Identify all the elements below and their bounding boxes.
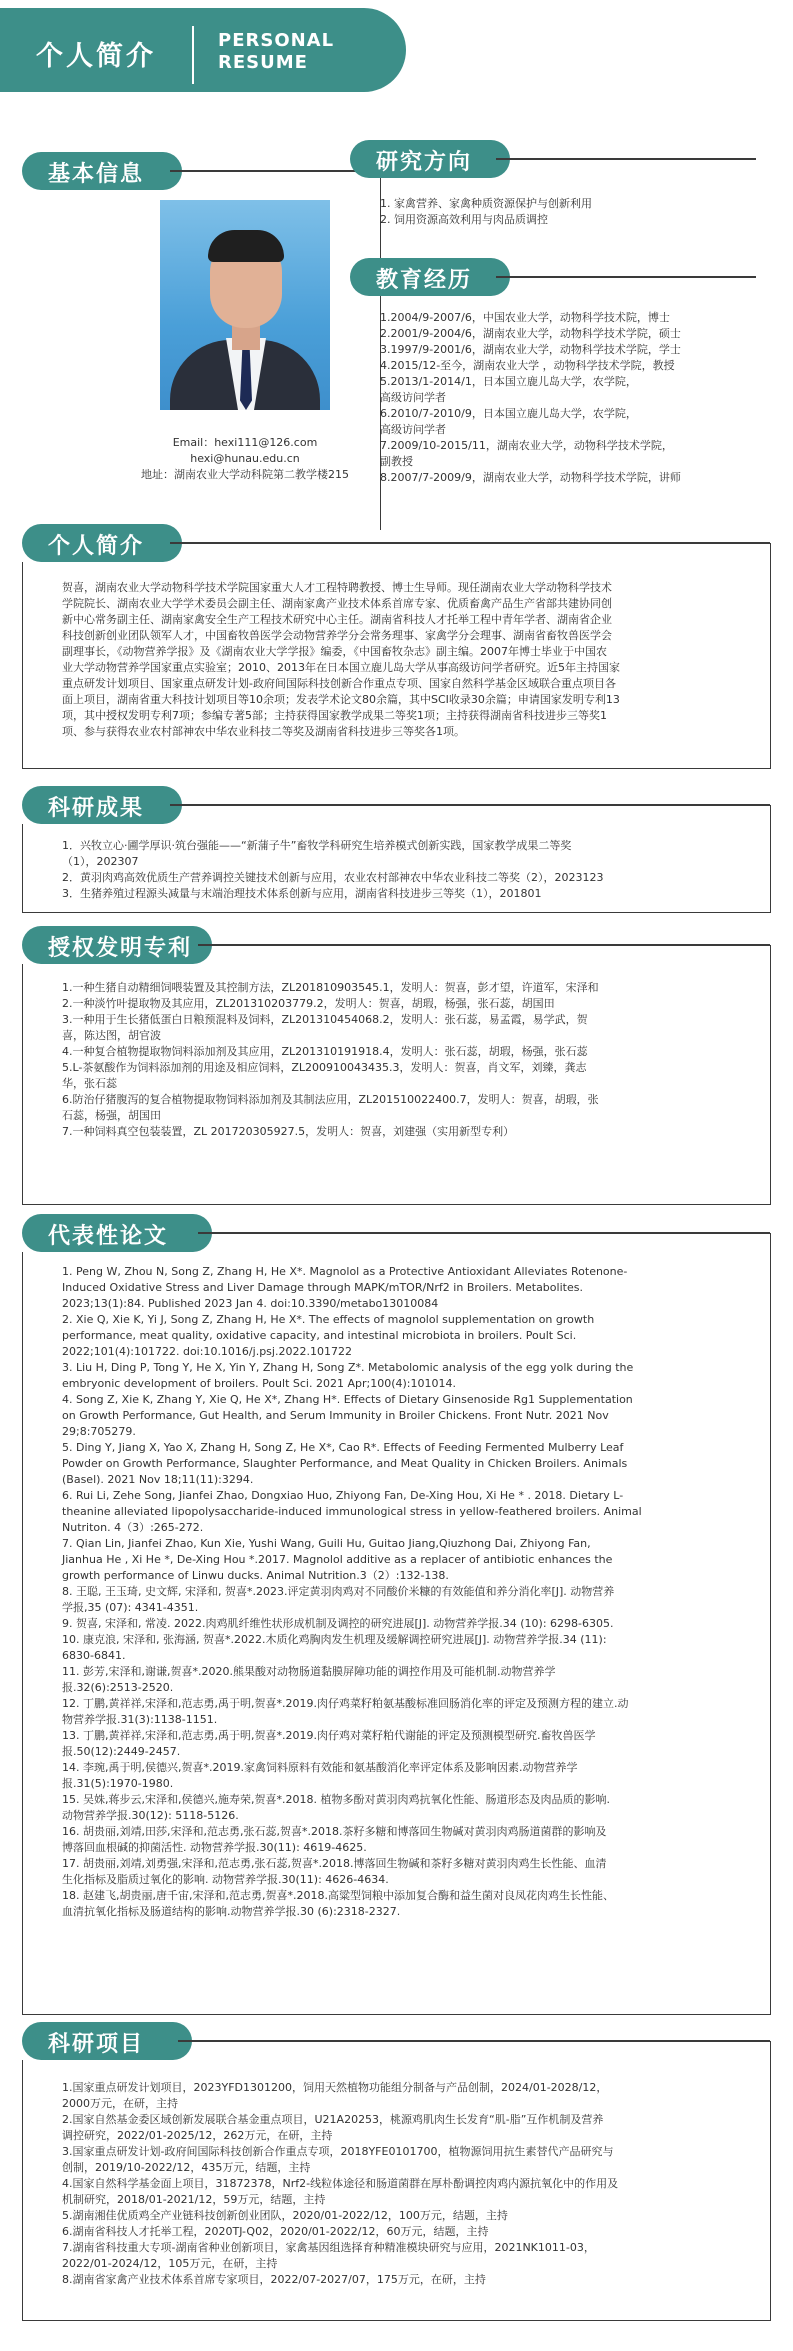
papers-rule bbox=[198, 1232, 770, 1234]
contact-block bbox=[60, 435, 430, 483]
paper-line: growth performance of Linwu ducks. Animal Nutrition.3（2）:132-138. bbox=[62, 1569, 449, 1582]
patents-box-right bbox=[770, 945, 771, 1205]
achievements-heading: 科研成果 bbox=[22, 786, 182, 824]
patent-line: 华，张石蕊 bbox=[62, 1077, 117, 1090]
education-line: 高级访问学者 bbox=[380, 391, 446, 404]
patent-line: 喜，陈达图，胡官波 bbox=[62, 1029, 161, 1042]
profile-box-bottom bbox=[22, 768, 771, 769]
patents-list bbox=[62, 980, 762, 1140]
paper-line: Induced Oxidative Stress and Liver Damage through MAPK/mTOR/Nrf2 in Broilers. Metabolites. bbox=[62, 1281, 583, 1294]
project-line: 创制，2019/10-2022/12，435万元，结题，主持 bbox=[62, 2161, 311, 2174]
patent-line: 1.一种生猪自动精细饲喂装置及其控制方法，ZL201810903545.1，发明人：贺喜，彭才望，许道军，宋泽和 bbox=[62, 981, 599, 994]
profile-line: 贺喜，湖南农业大学动物科学技术学院国家重大人才工程特聘教授、博士生导师。现任湖南农业大学动物科学技术 bbox=[62, 581, 612, 594]
paper-line: Powder on Growth Performance, Slaughter Performance, and Meat Quality in Chicken Broilers. Animals bbox=[62, 1457, 628, 1470]
project-line: 2022/01-2024/12，105万元，在研，主持 bbox=[62, 2257, 278, 2270]
projects-box-bottom bbox=[22, 2320, 771, 2321]
paper-line: 物营养学报.31(3):1138-1151. bbox=[62, 1713, 218, 1726]
paper-line: 动物营养学报.30(12): 5118-5126. bbox=[62, 1809, 239, 1822]
education-line: 7.2009/10-2015/11，湖南农业大学，动物科学技术学院， bbox=[380, 439, 673, 452]
profile-line: 项、参与获得农业农村部神农中华农业科技二等奖及湖南省科技进步三等奖各1项。 bbox=[62, 725, 465, 738]
project-line: 8.湖南省家禽产业技术体系首席专家项目，2022/07-2027/07，175万元，在研，主持 bbox=[62, 2273, 486, 2286]
paper-line: 3. Liu H, Ding P, Tong Y, He X, Yin Y, Zhang H, Song Z*. Metabolomic analysis of the egg yolk during the bbox=[62, 1361, 634, 1374]
papers-list bbox=[62, 1264, 766, 1920]
project-line: 调控研究，2022/01-2025/12，262万元，在研，主持 bbox=[62, 2129, 333, 2142]
projects-rule bbox=[178, 2040, 770, 2042]
paper-line: 报.31(5):1970-1980. bbox=[62, 1777, 174, 1790]
paper-line: 14. 李琬,禹于明,侯德兴,贺喜*.2019.家禽饲料原料有效能和氨基酸消化率评定体系及影响因素.动物营养学 bbox=[62, 1761, 578, 1774]
education-line: 6.2010/7-2010/9，日本国立鹿儿岛大学，农学院， bbox=[380, 407, 637, 420]
email-secondary-text: hexi@hunau.edu.cn bbox=[190, 452, 300, 465]
achievements-list bbox=[62, 838, 762, 902]
project-line: 2.国家自然基金委区域创新发展联合基金重点项目，U21A20253，桃源鸡肌肉生长发育“肌-脂”互作机制及营养 bbox=[62, 2113, 604, 2126]
profile-line: 副理事长，《动物营养学报》及《湖南农业大学学报》编委，《中国畜牧杂志》副主编。2007年博士毕业于中国农 bbox=[62, 645, 607, 658]
research-rule bbox=[496, 158, 756, 160]
paper-line: 29;8:705279. bbox=[62, 1425, 136, 1438]
projects-list bbox=[62, 2080, 766, 2288]
education-line: 副教授 bbox=[380, 455, 413, 468]
patent-line: 4.一种复合植物提取物饲料添加剂及其应用，ZL201310191918.4，发明人：张石蕊，胡瑕，杨强，张石蕊 bbox=[62, 1045, 588, 1058]
paper-line: 生化指标及脂质过氧化的影响. 动物营养学报.30(11): 4626-4634. bbox=[62, 1873, 389, 1886]
profile-heading: 个人简介 bbox=[22, 524, 182, 562]
research-heading: 研究方向 bbox=[350, 140, 510, 178]
paper-line: 2. Xie Q, Xie K, Yi J, Song Z, Zhang H, He X*. The effects of magnolol supplementation on growth bbox=[62, 1313, 595, 1326]
patent-line: 5.L-茶氨酸作为饲料添加剂的用途及相应饲料，ZL200910043435.3，发明人：贺喜，肖文军，刘臻，龚志 bbox=[62, 1061, 587, 1074]
paper-line: 12. 丁鹏,黄祥祥,宋泽和,范志勇,禹于明,贺喜*.2019.肉仔鸡菜籽粕氨基酸标准回肠消化率的评定及预测方程的建立.动 bbox=[62, 1697, 629, 1710]
education-rule bbox=[496, 276, 756, 278]
paper-line: Jianhua He , Xi He *, De-Xing Hou *.2017. Magnolol additive as a replacer of antibiotic enhances the bbox=[62, 1553, 613, 1566]
papers-heading: 代表性论文 bbox=[22, 1214, 212, 1252]
project-line: 5.湖南湘佳优质鸡全产业链科技创新创业团队，2020/01-2022/12，100万元，结题，主持 bbox=[62, 2209, 508, 2222]
research-item: 2. 饲用资源高效利用与肉品质调控 bbox=[380, 213, 548, 226]
project-line: 机制研究，2018/01-2021/12，59万元，结题，主持 bbox=[62, 2193, 326, 2206]
paper-line: 报.32(6):2513-2520. bbox=[62, 1681, 174, 1694]
paper-line: 4. Song Z, Xie K, Zhang Y, Xie Q, He X*, Zhang H*. Effects of Dietary Ginsenoside Rg1 Supplementation bbox=[62, 1393, 633, 1406]
project-line: 1.国家重点研发计划项目，2023YFD1301200，饲用天然植物功能组分制备与产品创制，2024/01-2028/12， bbox=[62, 2081, 608, 2094]
title-divider bbox=[192, 26, 194, 84]
education-line: 1.2004/9-2007/6，中国农业大学，动物科学技术院，博士 bbox=[380, 311, 670, 324]
basic-info-heading: 基本信息 bbox=[22, 152, 182, 190]
paper-line: embryonic development of broilers. Poult Sci. 2021 Apr;100(4):101014. bbox=[62, 1377, 456, 1390]
projects-box-right bbox=[770, 2041, 771, 2321]
paper-line: (Basel). 2021 Nov 18;11(11):3294. bbox=[62, 1473, 254, 1486]
profile-line: 业大学动物营养学国家重点实验室；2010、2013年在日本国立鹿儿岛大学从事高级访问学者研究。近5年主持国家 bbox=[62, 661, 620, 674]
paper-line: 9. 贺喜, 宋泽和, 常凌. 2022.肉鸡肌纤维性状形成机制及调控的研究进展[J]. 动物营养学报.34 (10): 6298-6305. bbox=[62, 1617, 614, 1630]
papers-box-right bbox=[770, 1233, 771, 2015]
patents-rule bbox=[198, 944, 770, 946]
achievement-line: （1），202307 bbox=[62, 855, 139, 868]
profile-line: 面上项目，湖南省重大科技计划项目等10余项；发表学术论文80余篇，其中SCI收录30余篇；申请国家发明专利13 bbox=[62, 693, 620, 706]
patent-line: 2.一种淡竹叶提取物及其应用，ZL201310203779.2，发明人：贺喜，胡瑕，杨强，张石蕊，胡国田 bbox=[62, 997, 555, 1010]
profile-line: 项，其中授权发明专利7项；参编专著5部；主持获得国家教学成果二等奖1项；主持获得湖南省科技进步三等奖1 bbox=[62, 709, 607, 722]
papers-box-bottom bbox=[22, 2014, 771, 2015]
paper-line: 血清抗氧化指标及肠道结构的影响.动物营养学报.30 (6):2318-2327. bbox=[62, 1905, 401, 1918]
paper-line: 6. Rui Li, Zehe Song, Jianfei Zhao, Dongxiao Huo, Zhiyong Fan, De-Xing Hou, Xi He * . 2018. Dietary L- bbox=[62, 1489, 624, 1502]
achievements-box-right bbox=[770, 805, 771, 913]
paper-line: on Growth Performance, Gut Health, and Serum Immunity in Broiler Chickens. Front Nutr. 2021 Nov bbox=[62, 1409, 609, 1422]
profile-photo bbox=[160, 200, 330, 410]
achievement-line: 3．生猪养殖过程源头减量与末端治理技术体系创新与应用，湖南省科技进步三等奖（1），201801 bbox=[62, 887, 542, 900]
resume-title-en-line2: RESUME bbox=[218, 52, 308, 73]
paper-line: 6830-6841. bbox=[62, 1649, 126, 1662]
research-item: 1. 家禽营养、家禽种质资源保护与创新利用 bbox=[380, 197, 592, 210]
projects-box-left bbox=[22, 2060, 23, 2321]
paper-line: Nutriton. 4（3）:265-272. bbox=[62, 1521, 204, 1534]
education-heading: 教育经历 bbox=[350, 258, 510, 296]
patents-box-left bbox=[22, 964, 23, 1205]
project-line: 3.国家重点研发计划-政府间国际科技创新合作重点专项，2018YFE0101700，植物源饲用抗生素替代产品研究与 bbox=[62, 2145, 614, 2158]
education-line: 高级访问学者 bbox=[380, 423, 446, 436]
education-list bbox=[380, 310, 760, 486]
profile-text bbox=[62, 580, 762, 740]
patent-line: 3.一种用于生长猪低蛋白日粮预混料及饲料，ZL201310454068.2，发明人：张石蕊，易孟霞，易学武，贺 bbox=[62, 1013, 588, 1026]
paper-line: 博落回血根碱的抑菌活性. 动物营养学报.30(11): 4619-4625. bbox=[62, 1841, 367, 1854]
patent-line: 石蕊，杨强，胡国田 bbox=[62, 1109, 161, 1122]
resume-title-en-line1: PERSONAL bbox=[218, 30, 335, 51]
papers-box-left bbox=[22, 1252, 23, 2015]
address-text: 地址：湖南农业大学动科院第二教学楼215 bbox=[141, 468, 349, 481]
education-line: 5.2013/1-2014/1，日本国立鹿儿岛大学，农学院， bbox=[380, 375, 637, 388]
project-line: 6.湖南省科技人才托举工程，2020TJ-Q02，2020/01-2022/12，60万元，结题，主持 bbox=[62, 2225, 489, 2238]
education-line: 2.2001/9-2004/6，湖南农业大学，动物科学技术学院，硕士 bbox=[380, 327, 681, 340]
paper-line: 13. 丁鹏,黄祥祥,宋泽和,范志勇,禹于明,贺喜*.2019.肉仔鸡对菜籽粕代谢能的评定及预测模型研究.畜牧兽医学 bbox=[62, 1729, 596, 1742]
resume-title-cn: 个人简介 bbox=[36, 41, 156, 72]
achievements-box-bottom bbox=[22, 912, 771, 913]
paper-line: 7. Qian Lin, Jianfei Zhao, Kun Xie, Yushi Wang, Guili Hu, Guitao Jiang,Qiuzhong Dai, Zhiyong Fan, bbox=[62, 1537, 591, 1550]
education-line: 3.1997/9-2001/6，湖南农业大学，动物科学技术学院，学士 bbox=[380, 343, 681, 356]
achievements-box-left bbox=[22, 824, 23, 913]
photo-hair bbox=[208, 230, 284, 262]
patents-heading: 授权发明专利 bbox=[22, 926, 212, 964]
achievements-rule bbox=[170, 804, 770, 806]
achievement-line: 1．兴牧立心·圃学厚识·筑台强能——“新蒲子牛”畜牧学科研究生培养模式创新实践，国家教学成果二等奖 bbox=[62, 839, 572, 852]
project-line: 2000万元，在研，主持 bbox=[62, 2097, 178, 2110]
education-line: 4.2015/12-至今，湖南农业大学 ，动物科学技术学院，教授 bbox=[380, 359, 675, 372]
patents-box-bottom bbox=[22, 1204, 771, 1205]
research-list bbox=[380, 196, 760, 228]
patent-line: 7.一种饲料真空包装装置，ZL 201720305927.5，发明人：贺喜，刘建强（实用新型专利） bbox=[62, 1125, 515, 1138]
profile-line: 学院院长、湖南农业大学学术委员会副主任、湖南家禽产业技术体系首席专家、优质畜禽产品生产省部共建协同创 bbox=[62, 597, 612, 610]
paper-line: 16. 胡贵丽,刘靖,田莎,宋泽和,范志勇,张石蕊,贺喜*.2018.茶籽多糖和博落回生物碱对黄羽肉鸡肠道菌群的影响及 bbox=[62, 1825, 607, 1838]
profile-box-left bbox=[22, 562, 23, 769]
education-line: 8.2007/7-2009/9，湖南农业大学，动物科学技术学院，讲师 bbox=[380, 471, 681, 484]
paper-line: 学报,35 (07): 4341-4351. bbox=[62, 1601, 199, 1614]
paper-line: theanine alleviated lipopolysaccharide-induced immunological stress in yellow-feathered broilers. Animal bbox=[62, 1505, 642, 1518]
paper-line: 报.50(12):2449-2457. bbox=[62, 1745, 181, 1758]
paper-line: 11. 彭芳,宋泽和,谢谦,贺喜*.2020.熊果酸对动物肠道黏膜屏障功能的调控作用及可能机制.动物营养学 bbox=[62, 1665, 556, 1678]
paper-line: 5. Ding Y, Jiang X, Yao X, Zhang H, Song Z, He X*, Cao R*. Effects of Feeding Fermented Mulberry Leaf bbox=[62, 1441, 624, 1454]
achievement-line: 2．黄羽肉鸡高效优质生产营养调控关键技术创新与应用，农业农村部神农中华农业科技二等奖（2），2023123 bbox=[62, 871, 604, 884]
paper-line: 15. 吴姝,蒋步云,宋泽和,侯德兴,施寿荣,贺喜*.2018. 植物多酚对黄羽肉鸡抗氧化性能、肠道形态及肉品质的影响. bbox=[62, 1793, 610, 1806]
profile-box-right bbox=[770, 543, 771, 769]
profile-line: 新中心常务副主任、湖南家禽安全生产工程技术研究中心主任。湖南省科技人才托举工程中青年学者、湖南省企业 bbox=[62, 613, 612, 626]
profile-rule bbox=[170, 542, 770, 544]
paper-line: 2022;101(4):101722. doi:10.1016/j.psj.2022.101722 bbox=[62, 1345, 352, 1358]
resume-title-banner bbox=[0, 8, 406, 92]
paper-line: performance, meat quality, oxidative capacity, and intestinal microbiota in broilers. Poult Sci. bbox=[62, 1329, 577, 1342]
email-text: Email：hexi111@126.com bbox=[172, 436, 318, 449]
profile-line: 科技创新创业团队领军人才，中国畜牧兽医学会动物营养学分会常务理事、家禽学分会理事、湖南省畜牧兽医学会 bbox=[62, 629, 612, 642]
basic-info-rule bbox=[170, 170, 370, 172]
patent-line: 6.防治仔猪腹泻的复合植物提取物饲料添加剂及其制法应用，ZL201510022400.7，发明人：贺喜，胡瑕，张 bbox=[62, 1093, 599, 1106]
paper-line: 17. 胡贵丽,刘靖,刘勇强,宋泽和,范志勇,张石蕊,贺喜*.2018.博落回生物碱和茶籽多糖对黄羽肉鸡生长性能、血清 bbox=[62, 1857, 607, 1870]
project-line: 7.湖南省科技重大专项-湖南省种业创新项目，家禽基因组选择育种精准模块研究与应用，2021NK1011-03， bbox=[62, 2241, 595, 2254]
paper-line: 18. 赵建飞,胡贵丽,唐千宙,宋泽和,范志勇,贺喜*.2018.高粱型饲粮中添加复合酶和益生菌对良凤花肉鸡生长性能、 bbox=[62, 1889, 614, 1902]
paper-line: 10. 康克浪, 宋泽和, 张海涵, 贺喜*.2022.木质化鸡胸肉发生机理及缓解调控研究进展[J]. 动物营养学报.34 (11): bbox=[62, 1633, 607, 1646]
paper-line: 2023;13(1):84. Published 2023 Jan 4. doi:10.3390/metabo13010084 bbox=[62, 1297, 439, 1310]
project-line: 4.国家自然科学基金面上项目，31872378，Nrf2-线粒体途径和肠道菌群在厚朴酚调控肉鸡内源抗氧化中的作用及 bbox=[62, 2177, 619, 2190]
profile-line: 重点研发计划项目、国家重点研发计划-政府间国际科技创新合作重点专项、国家自然科学基金区域联合重点项目各 bbox=[62, 677, 616, 690]
paper-line: 1. Peng W, Zhou N, Song Z, Zhang H, He X*. Magnolol as a Protective Antioxidant Alleviates Rotenone- bbox=[62, 1265, 628, 1278]
resume-title-en bbox=[218, 30, 334, 74]
paper-line: 8. 王聪, 王玉琦, 史文辉, 宋泽和, 贺喜*.2023.评定黄羽肉鸡对不同酸价米糠的有效能值和养分消化率[J]. 动物营养 bbox=[62, 1585, 615, 1598]
projects-heading: 科研项目 bbox=[22, 2022, 192, 2060]
